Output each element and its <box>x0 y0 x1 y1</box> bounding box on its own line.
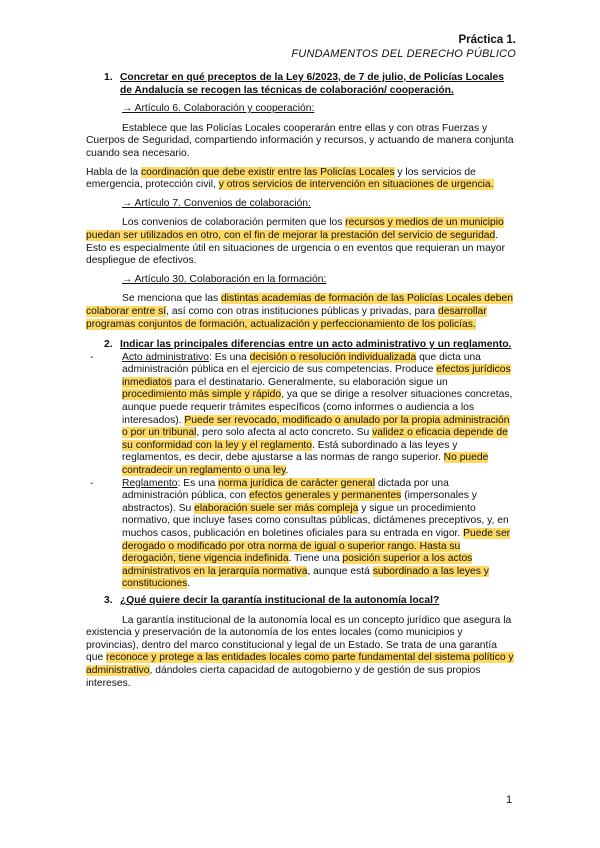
question-number: 1. <box>104 72 113 83</box>
highlight: posición superior a los actos administrativos en la jerarquía normativa <box>122 553 473 577</box>
question-2 <box>86 339 514 352</box>
text-run: , dándoles cierta capacidad de autogobierno y de gestión de sus propios intereses. <box>86 664 481 689</box>
article-6-paragraph: Establece que las Policías Locales cooperarán entre ellas y con otras Fuerzas y Cuerpos de Seguridad, compartiendo información y recursos, y actuando de manera conjunta cuando sea necesario. <box>86 122 514 159</box>
question-text: Concretar en qué preceptos de la Ley 6/2023, de 7 de julio, de Policías Locales de Andalucía se recogen las técnicas de colaboración/ cooperación. <box>120 72 504 96</box>
text-run: que dicta una administración pública en el ejercicio de sus competencias. Produce <box>122 351 481 376</box>
text-run: y los servicios de emergencia, protección civil, <box>86 166 476 191</box>
article-6-coordination-paragraph <box>86 167 514 192</box>
text-run: para el destinatario. Generalmente, su elaboración sigue un <box>171 376 448 388</box>
article-7-paragraph <box>86 217 514 267</box>
highlight: No puede contradecir un reglamento o una ley <box>122 452 489 477</box>
text-run: , así como con otras instituciones públicas y privadas, para <box>166 305 438 317</box>
question-1 <box>86 72 514 97</box>
text-run: (impersonales y abstractos). Su <box>122 490 477 514</box>
article-30-paragraph <box>86 293 514 331</box>
autonomy-paragraph <box>86 615 514 691</box>
question-text: Indicar las principales diferencias entre un acto administrativo y un reglamento. <box>120 339 512 351</box>
item-label: Reglamento <box>122 477 178 489</box>
acto-administrativo-item <box>86 352 514 478</box>
text-run: , ya que se dirige a resolver situaciones concretas, aunque puede requerir trámites específicos (como informes o audiencia a los interesados). <box>122 389 513 426</box>
text-run: Habla de la <box>86 166 141 178</box>
highlight: efectos jurídicos inmediatos <box>122 364 511 388</box>
text-run: . Esto es especialmente útil en situaciones de urgencia o en eventos que requieran un mayor despliegue de efectivos. <box>86 229 505 267</box>
text-run: dictada por una administración pública, con <box>122 477 449 502</box>
article-6-heading: → Artículo 6. Colaboración y cooperación: <box>122 103 315 115</box>
highlight: subordinado a las leyes y constituciones <box>122 565 489 590</box>
text-run: : Es una <box>209 351 250 363</box>
article-7-heading: → Artículo 7. Convenios de colaboración: <box>122 197 311 209</box>
practice-title: Práctica 1. <box>458 34 516 46</box>
page-number: 1 <box>506 794 513 806</box>
text-run: : Es una <box>177 477 219 489</box>
highlight: recursos y medios de un municipio puedan ser utilizados en otro, con el fin de mejorar la prestación del servicio de seguridad <box>86 217 504 241</box>
highlight: Puede ser derogado o modificado por otra norma de igual o superior rango. Hasta su derogación, tiene vigencia indefinida <box>122 528 511 565</box>
highlight: validez o eficacia depende de su conformidad con la ley y el reglamento <box>122 427 508 451</box>
highlight: coordinación que debe existir entre las Policías Locales <box>140 166 395 178</box>
question-3 <box>86 595 514 608</box>
highlight: desarrollar programas conjuntos de formación, actualización y perfeccionamiento de los policías. <box>86 305 487 330</box>
list-dash: - <box>90 351 94 363</box>
text-run: Los convenios de colaboración permiten que los <box>122 217 346 229</box>
text-run: y sigue un procedimiento normativo, que incluye fases como consultas públicas, dictámenes preceptivos, y, en muchos casos, publicación en boletines oficiales para su entrada en vigor. <box>122 502 509 539</box>
course-title: FUNDAMENTOS DEL DERECHO PÚBLICO <box>291 48 516 60</box>
question-number: 3. <box>104 594 113 606</box>
highlight: y otros servicios de intervención en situaciones de urgencia. <box>218 179 494 191</box>
question-text: ¿Qué quiere decir la garantía institucional de la autonomía local? <box>120 594 440 606</box>
text-run: , aunque está <box>307 565 373 577</box>
reglamento-item <box>86 478 514 591</box>
text-run: . <box>285 465 289 477</box>
highlight: distintas academias de formación de las Policías Locales deben colaborar entre sí <box>86 293 513 317</box>
highlight: elaboración suele ser más compleja <box>194 502 359 514</box>
text-run: . Tiene una <box>288 553 343 565</box>
highlight: efectos generales y permanentes <box>249 490 402 502</box>
highlight: norma jurídica de carácter general <box>218 477 375 489</box>
text-run: . Está subordinado a las leyes y reglamentos, es decir, debe ajustarse a las normas de rango superior. <box>122 439 458 464</box>
article-30-heading: → Artículo 30. Colaboración en la formación: <box>122 273 327 285</box>
highlight: procedimiento más simple y rápido <box>122 389 282 401</box>
highlight: Puede ser revocado, modificado o anulado por la propia administración o por un tribunal <box>122 414 510 439</box>
item-label: Acto administrativo <box>122 351 209 363</box>
list-dash: - <box>90 477 94 489</box>
text-run: La garantía institucional de la autonomía local es un concepto jurídico que asegura la existencia y preservación de la autonomía de los entes locales (como municipios y provincias), dentro del marco constitucional y legal de un Estado. Se trata de una garantía que <box>86 614 512 664</box>
document-body <box>86 70 514 690</box>
text-run: . <box>187 578 191 590</box>
text-run: , pero solo afecta al acto concreto. Su <box>196 427 373 439</box>
highlight: decisión o resolución individualizada <box>249 351 417 363</box>
highlight: reconoce y protege a las entidades locales como parte fundamental del sistema político y administrativo <box>86 652 514 676</box>
text-run: Se menciona que las <box>122 293 222 305</box>
question-number: 2. <box>104 339 113 351</box>
